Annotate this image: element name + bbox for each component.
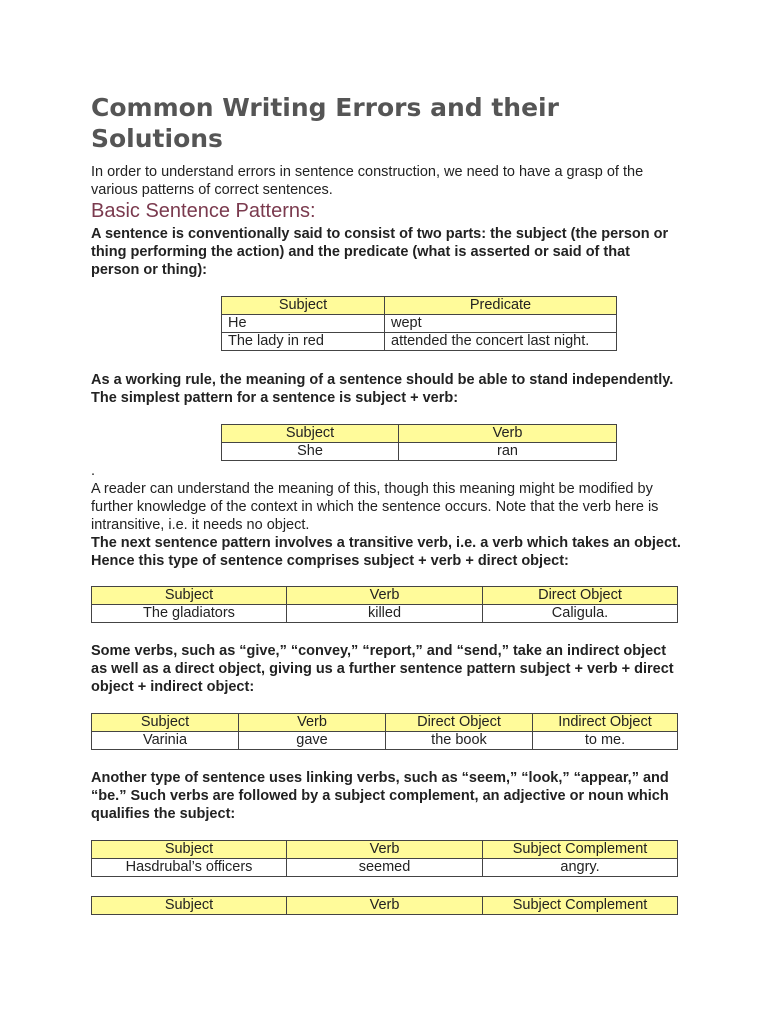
table-cell: She [222, 443, 399, 461]
table-header-cell: Direct Object [483, 587, 678, 605]
table-cell: wept [385, 315, 617, 333]
table-header-cell: Verb [399, 425, 617, 443]
table-cell: to me. [533, 732, 678, 750]
paragraph-transitive: The next sentence pattern involves a transitive verb, i.e. a verb which takes an object. Hence this type of sentence comprises subject + verb + direct object: [91, 535, 681, 569]
table-header-row [92, 714, 678, 732]
table-indirect-object [91, 713, 678, 750]
table-cell: angry. [483, 859, 678, 877]
table-header-row [92, 897, 678, 915]
table-cell: The lady in red [222, 333, 385, 351]
section-heading: Basic Sentence Patterns: [91, 200, 316, 222]
table-row [92, 605, 678, 623]
paragraph-subject-verb: As a working rule, the meaning of a sentence should be able to stand independently. The simplest pattern for a sentence is subject + verb: [91, 372, 674, 406]
table-cell: gave [239, 732, 386, 750]
paragraph-subject-predicate: A sentence is conventionally said to consist of two parts: the subject (the person or thing performing the action) and the predicate (what is asserted or said of that person or thing): [91, 226, 669, 278]
table-header-cell: Predicate [385, 297, 617, 315]
table-cell: the book [386, 732, 533, 750]
paragraph-indirect-object: Some verbs, such as “give,” “convey,” “report,” and “send,” take an indirect object as well as a direct object, giving us a further sentence pattern subject + verb + direct object + indirect object: [91, 643, 674, 695]
page-title: Common Writing Errors and their Solutions [91, 93, 559, 153]
table-header-cell: Subject [92, 714, 239, 732]
table-header-cell: Subject [222, 425, 399, 443]
table-header-cell: Indirect Object [533, 714, 678, 732]
table-header-row [222, 297, 617, 315]
table-header-row [92, 587, 678, 605]
table-header-cell: Verb [287, 897, 483, 915]
table-row [222, 333, 617, 351]
stray-period: . [91, 463, 96, 479]
table-cell: The gladiators [92, 605, 287, 623]
table-header-cell: Verb [239, 714, 386, 732]
table-header-cell: Verb [287, 587, 483, 605]
table-cell: attended the concert last night. [385, 333, 617, 351]
table-subject-complement [91, 840, 678, 877]
table-row [222, 315, 617, 333]
table-header-cell: Verb [287, 841, 483, 859]
table-cell: seemed [287, 859, 483, 877]
table-row [92, 732, 678, 750]
table-header-row [92, 841, 678, 859]
table-subject-verb [221, 424, 617, 461]
table-cell: killed [287, 605, 483, 623]
table-cell: He [222, 315, 385, 333]
table-cell: Varinia [92, 732, 239, 750]
table-direct-object [91, 586, 678, 623]
table-header-cell: Direct Object [386, 714, 533, 732]
table-header-row [222, 425, 617, 443]
table-subject-predicate [221, 296, 617, 351]
paragraph-intransitive: A reader can understand the meaning of this, though this meaning might be modified by further knowledge of the context in which the sentence occurs. Note that the verb here is intransitive, i.e. it needs no object. [91, 481, 659, 533]
table-header-cell: Subject Complement [483, 897, 678, 915]
table-cell: Caligula. [483, 605, 678, 623]
table-subject-complement-partial [91, 896, 678, 915]
table-row [92, 859, 678, 877]
intro-paragraph: In order to understand errors in sentence construction, we need to have a grasp of the various patterns of correct sentences. [91, 164, 644, 198]
table-header-cell: Subject Complement [483, 841, 678, 859]
table-cell: ran [399, 443, 617, 461]
table-header-cell: Subject [92, 897, 287, 915]
paragraph-linking-verbs: Another type of sentence uses linking verbs, such as “seem,” “look,” “appear,” and “be.” Such verbs are followed by a subject complement, an adjective or noun which qualifies the subject: [91, 770, 669, 822]
table-cell: Hasdrubal’s officers [92, 859, 287, 877]
table-header-cell: Subject [92, 841, 287, 859]
table-header-cell: Subject [92, 587, 287, 605]
table-row [222, 443, 617, 461]
table-header-cell: Subject [222, 297, 385, 315]
